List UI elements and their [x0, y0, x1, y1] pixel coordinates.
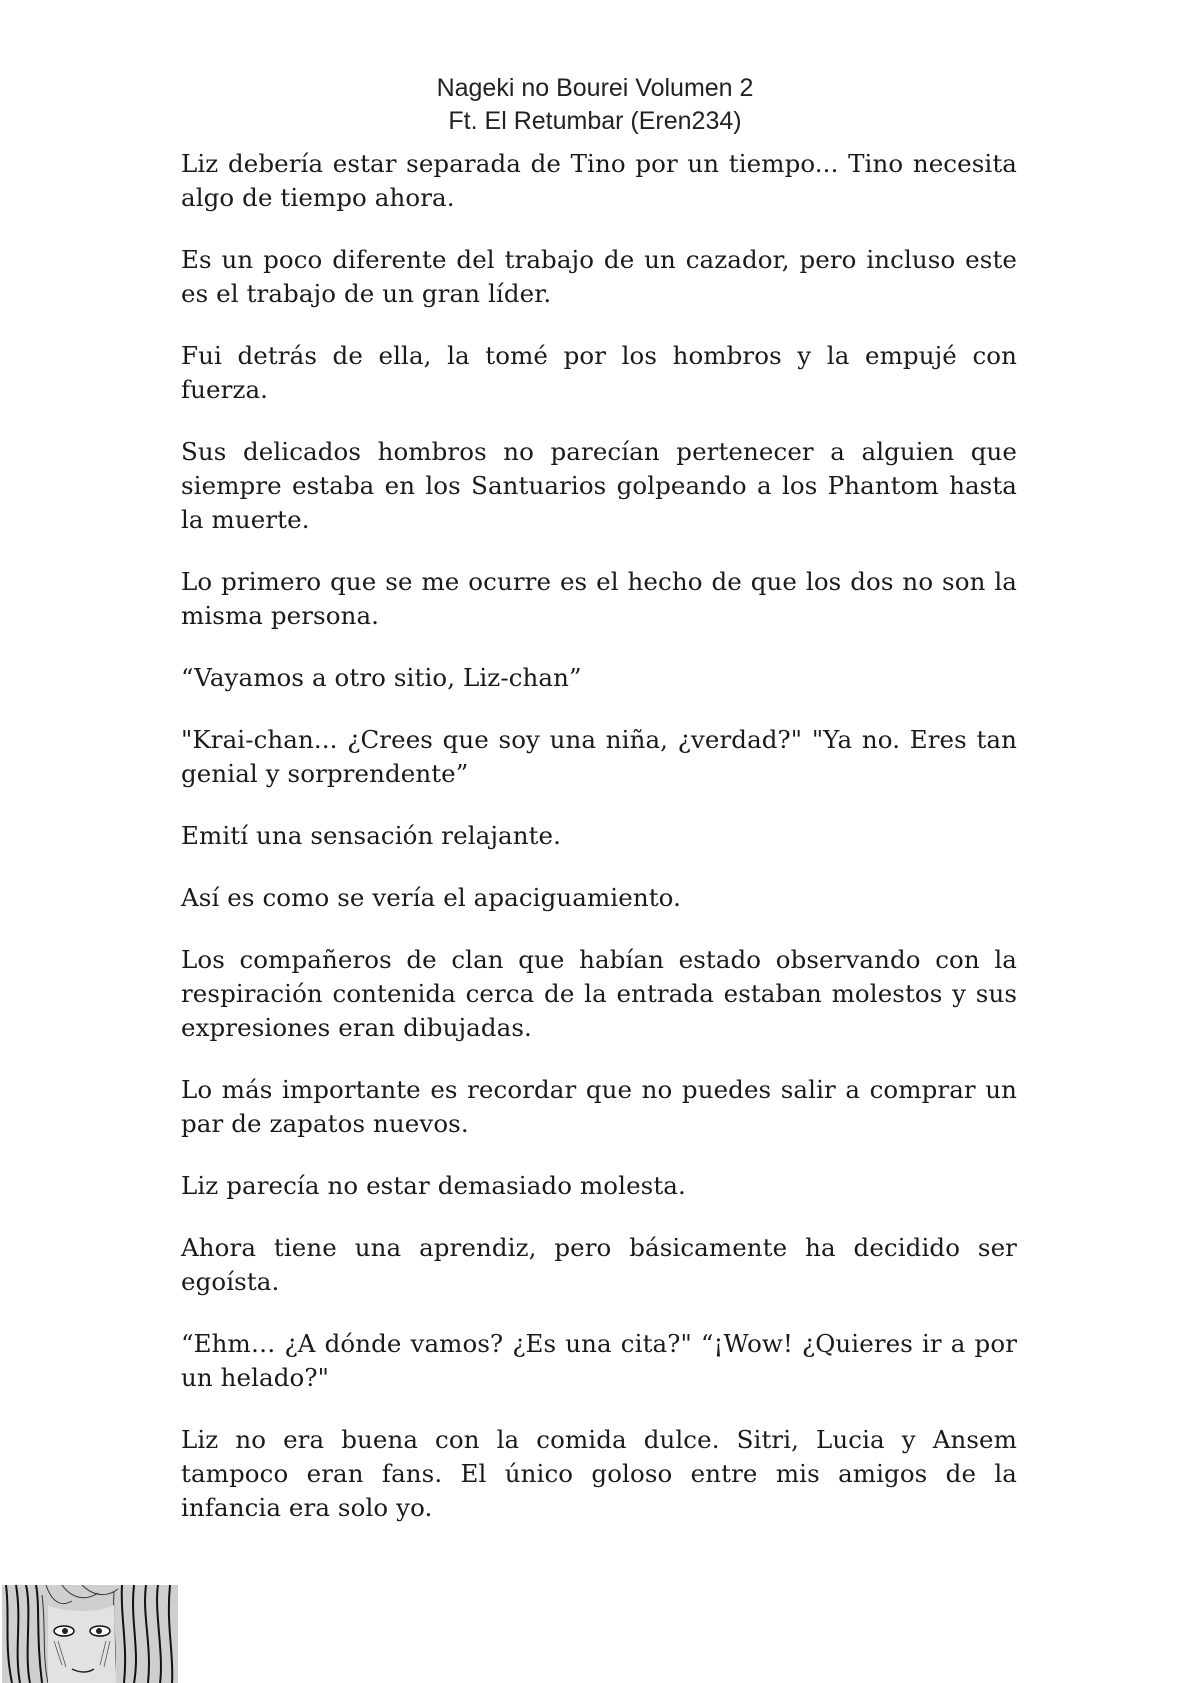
translator-credit: Ft. El Retumbar (Eren234)	[448, 107, 742, 135]
paragraph: "Krai-chan... ¿Crees que soy una niña, ¿verdad?" "Ya no. Eres tan genial y sorprendente”	[181, 725, 1017, 788]
paragraph: Lo más importante es recordar que no puedes salir a comprar un par de zapatos nuevos.	[181, 1075, 1017, 1138]
page-header	[0, 72, 1190, 138]
paragraph: Liz debería estar separada de Tino por un tiempo... Tino necesita algo de tiempo ahora.	[181, 149, 1017, 212]
paragraph: Así es como se vería el apaciguamiento.	[181, 883, 681, 912]
paragraph: Liz parecía no estar demasiado molesta.	[181, 1171, 686, 1200]
paragraph: Fui detrás de ella, la tomé por los hombros y la empujé con fuerza.	[181, 341, 1017, 404]
paragraph: “Vayamos a otro sitio, Liz-chan”	[181, 663, 582, 692]
manga-portrait-image	[2, 1585, 178, 1683]
paragraph: Liz no era buena con la comida dulce. Sitri, Lucia y Ansem tampoco eran fans. El único goloso entre mis amigos de la infancia era solo yo.	[181, 1425, 1017, 1522]
document-title: Nageki no Bourei Volumen 2	[436, 74, 754, 102]
paragraph: Es un poco diferente del trabajo de un cazador, pero incluso este es el trabajo de un gran líder.	[181, 245, 1017, 308]
paragraph: Los compañeros de clan que habían estado observando con la respiración contenida cerca de la entrada estaban molestos y sus expresiones eran dibujadas.	[181, 945, 1017, 1042]
body-text	[181, 147, 1017, 1553]
paragraph: Sus delicados hombros no parecían pertenecer a alguien que siempre estaba en los Santuarios golpeando a los Phantom hasta la muerte.	[181, 437, 1017, 534]
paragraph: Emití una sensación relajante.	[181, 821, 562, 850]
paragraph: “Ehm… ¿A dónde vamos? ¿Es una cita?" “¡Wow! ¿Quieres ir a por un helado?"	[181, 1329, 1017, 1392]
paragraph: Lo primero que se me ocurre es el hecho de que los dos no son la misma persona.	[181, 567, 1017, 630]
paragraph: Ahora tiene una aprendiz, pero básicamente ha decidido ser egoísta.	[181, 1233, 1017, 1296]
portrait-illustration	[2, 1585, 178, 1683]
